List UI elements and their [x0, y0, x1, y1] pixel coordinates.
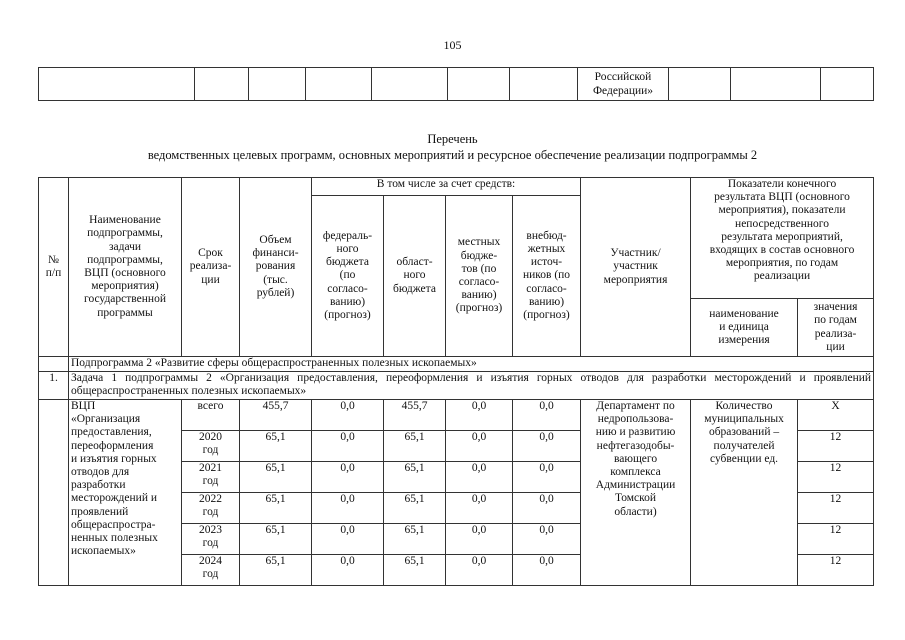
- header-volume: Объем финанси- рования (тыс. рублей): [240, 178, 312, 357]
- header-extra: внебюд- жетных источ- ников (по согласо- ванию) (прогноз): [513, 196, 581, 357]
- value-cell: X: [798, 400, 874, 431]
- continuation-cell: [195, 68, 249, 101]
- extra-cell: 0,0: [513, 400, 581, 431]
- extra-cell: 0,0: [513, 524, 581, 555]
- regional-cell: 65,1: [384, 462, 446, 493]
- continuation-cell: [821, 68, 874, 101]
- regional-cell: 455,7: [384, 400, 446, 431]
- task-row: Задача 1 подпрограммы 2 «Организация предоставления, переоформления и изъятия горных отводов для разработки месторождений и проявлений общераспространенных полезных ископаемых»: [69, 372, 874, 400]
- continuation-table: [38, 67, 874, 101]
- continuation-cell: Российской Федерации»: [578, 68, 669, 101]
- header-sources: В том числе за счет средств:: [312, 178, 581, 196]
- period-cell: 2020 год: [182, 431, 240, 462]
- subprogram-num: [39, 357, 69, 372]
- continuation-cell: [249, 68, 306, 101]
- extra-cell: 0,0: [513, 462, 581, 493]
- section-heading: [0, 131, 905, 163]
- volume-cell: 65,1: [240, 493, 312, 524]
- volume-cell: 65,1: [240, 462, 312, 493]
- heading-title: Перечень: [427, 132, 478, 146]
- vcp-num: [39, 400, 69, 586]
- heading-subtitle: ведомственных целевых программ, основных мероприятий и ресурсное обеспечение реализации подпрограммы 2: [147, 148, 758, 162]
- local-cell: 0,0: [446, 431, 513, 462]
- vcp-participant: Департамент по недропользова- нию и развитию нефтегазодобы- вающего комплекса Администрации Томской области): [581, 400, 691, 586]
- continuation-cell: [669, 68, 731, 101]
- header-name: Наименование подпрограммы, задачи подпрограммы, ВЦП (основного мероприятия) государственной программы: [69, 178, 182, 357]
- value-cell: 12: [798, 555, 874, 586]
- regional-cell: 65,1: [384, 555, 446, 586]
- header-local: местных бюдже- тов (по согласо- ванию) (прогноз): [446, 196, 513, 357]
- regional-cell: 65,1: [384, 431, 446, 462]
- volume-cell: 65,1: [240, 555, 312, 586]
- vcp-name: ВЦП «Организация предоставления, переоформления и изъятия горных отводов для разработки месторождений и проявлений общераспростра- ненных полезных ископаемых»: [69, 400, 182, 586]
- local-cell: 0,0: [446, 400, 513, 431]
- continuation-cell: [39, 68, 195, 101]
- value-cell: 12: [798, 493, 874, 524]
- continuation-cell: [731, 68, 821, 101]
- period-cell: всего: [182, 400, 240, 431]
- header-num: № п/п: [39, 178, 69, 357]
- extra-cell: 0,0: [513, 431, 581, 462]
- header-indicator-name: наименование и единица измерения: [691, 299, 798, 357]
- header-regional: област- ного бюджета: [384, 196, 446, 357]
- federal-cell: 0,0: [312, 555, 384, 586]
- regional-cell: 65,1: [384, 524, 446, 555]
- federal-cell: 0,0: [312, 493, 384, 524]
- continuation-cell: [306, 68, 372, 101]
- period-cell: 2024 год: [182, 555, 240, 586]
- value-cell: 12: [798, 524, 874, 555]
- continuation-cell: [510, 68, 578, 101]
- task-num: 1.: [39, 372, 69, 400]
- volume-cell: 65,1: [240, 431, 312, 462]
- federal-cell: 0,0: [312, 400, 384, 431]
- header-indicators: Показатели конечного результата ВЦП (основного мероприятия), показатели непосредственного результата мероприятий, входящих в состав основного мероприятия, по годам реализации: [691, 178, 874, 299]
- page-number: 105: [443, 38, 462, 52]
- value-cell: 12: [798, 462, 874, 493]
- subprogram-row: Подпрограмма 2 «Развитие сферы общераспространенных полезных ископаемых»: [69, 357, 874, 372]
- federal-cell: 0,0: [312, 462, 384, 493]
- program-table: [38, 177, 874, 586]
- volume-cell: 65,1: [240, 524, 312, 555]
- local-cell: 0,0: [446, 462, 513, 493]
- period-cell: 2021 год: [182, 462, 240, 493]
- header-participant: Участник/ участник мероприятия: [581, 178, 691, 357]
- continuation-cell: [448, 68, 510, 101]
- value-cell: 12: [798, 431, 874, 462]
- volume-cell: 455,7: [240, 400, 312, 431]
- federal-cell: 0,0: [312, 431, 384, 462]
- header-federal: федераль- ного бюджета (по согласо- ванию) (прогноз): [312, 196, 384, 357]
- period-cell: 2022 год: [182, 493, 240, 524]
- vcp-indicator: Количество муниципальных образований – получателей субвенции ед.: [691, 400, 798, 586]
- local-cell: 0,0: [446, 555, 513, 586]
- federal-cell: 0,0: [312, 524, 384, 555]
- header-term: Срок реализа- ции: [182, 178, 240, 357]
- regional-cell: 65,1: [384, 493, 446, 524]
- extra-cell: 0,0: [513, 555, 581, 586]
- local-cell: 0,0: [446, 524, 513, 555]
- local-cell: 0,0: [446, 493, 513, 524]
- period-cell: 2023 год: [182, 524, 240, 555]
- continuation-cell: [372, 68, 448, 101]
- extra-cell: 0,0: [513, 493, 581, 524]
- header-indicator-values: значения по годам реализа- ции: [798, 299, 874, 357]
